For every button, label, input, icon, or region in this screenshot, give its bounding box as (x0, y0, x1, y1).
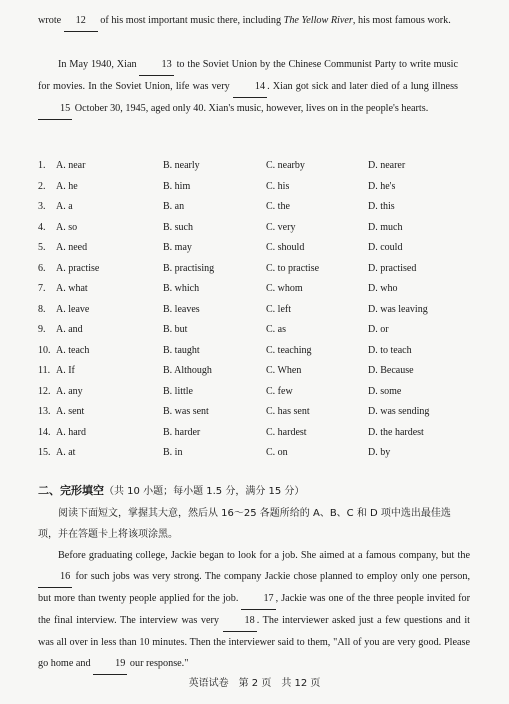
option-a: A. a (56, 201, 73, 212)
section-scoring-note: （共 10 小题；每小题 1.5 分，满分 15 分） (104, 486, 305, 497)
option-b: B. in (163, 447, 183, 458)
option-b: B. such (163, 221, 193, 233)
option-b: B. taught (163, 344, 200, 356)
option-a: A. so (56, 221, 78, 233)
option-a: A. teach (56, 344, 90, 356)
passage-paragraph-1 (38, 10, 458, 32)
text-segment: October 30, 1945, aged only 40. Xian's music, however, lives on in the people's hearts. (74, 103, 429, 114)
question-number: 1. (38, 160, 46, 171)
option-d: D. some (368, 385, 402, 397)
text-segment: Before graduating college, Jackie began to look for a job. She aimed at a famous company, but the (58, 550, 470, 561)
question-number: 9. (38, 324, 46, 335)
passage-paragraph-2 (38, 54, 458, 120)
option-c: C. his (266, 180, 290, 192)
option-b: B. practising (163, 262, 215, 274)
option-a: A. practise (56, 262, 100, 274)
option-a: A. any (56, 385, 83, 397)
question-number: 8. (38, 303, 46, 315)
question-number: 3. (38, 201, 46, 212)
blank-19: 19 (93, 653, 127, 675)
option-a: A. at (56, 447, 76, 458)
option-c: C. has sent (266, 406, 310, 417)
option-d: D. much (368, 221, 403, 233)
option-d: D. this (368, 201, 395, 212)
option-c: C. teaching (266, 344, 312, 356)
question-number: 2. (38, 180, 46, 192)
section-instruction: 阅读下面短文，掌握其大意，然后从 16～25 各题所给的 A、B、C 和 D 项中选出最佳选项，并在答题卡上将该项涂黑。 (38, 508, 451, 540)
option-c: C. few (266, 385, 293, 397)
option-d: D. to teach (368, 344, 412, 356)
option-d: D. was sending (368, 406, 430, 417)
option-a: A. If (56, 365, 75, 376)
option-d: D. the hardest (368, 426, 424, 438)
option-d: D. he's (368, 180, 396, 192)
blank-13: 13 (139, 54, 173, 76)
option-a: A. and (56, 324, 83, 335)
option-d: D. who (368, 283, 398, 294)
question-number: 12. (38, 385, 51, 397)
text-segment: for such jobs was very strong. The company Jackie chose planned to employ only one person, but more than twenty people applied for the job. (38, 571, 470, 604)
option-c: C. nearby (266, 160, 305, 171)
option-b: B. harder (163, 426, 201, 438)
question-number: 5. (38, 242, 46, 253)
option-c: C. When (266, 365, 302, 376)
option-b: B. little (163, 385, 193, 397)
option-b: B. leaves (163, 303, 200, 315)
question-number: 11. (38, 365, 51, 376)
passage-paragraph-3 (38, 545, 470, 675)
option-c: C. should (266, 242, 305, 253)
page-footer: 英语试卷 第 2 页 共 12 页 (188, 678, 321, 689)
option-b: B. may (163, 242, 192, 253)
option-c: C. to practise (266, 262, 320, 274)
text-segment: , his most famous work. (352, 15, 451, 26)
option-d: D. by (368, 447, 391, 458)
text-segment: wrote (38, 15, 62, 26)
blank-18: 18 (223, 610, 257, 632)
option-c: C. the (266, 201, 290, 212)
option-a: A. what (56, 283, 88, 294)
option-d: D. or (368, 324, 389, 335)
text-segment: . The interviewer asked just a few questions and it was all over in less than 10 minutes. Then the interviewer said to them, "All of you are very good. Please go home and (38, 615, 471, 669)
option-a: A. near (56, 160, 86, 171)
option-d: D. practised (368, 262, 417, 274)
option-b: B. but (163, 324, 188, 335)
option-b: B. nearly (163, 160, 200, 171)
section-heading (38, 482, 304, 498)
option-c: C. whom (266, 283, 303, 294)
question-number: 10. (38, 344, 51, 356)
question-number: 4. (38, 221, 46, 233)
option-c: C. left (266, 303, 291, 315)
blank-12: 12 (64, 10, 98, 32)
question-number: 14. (38, 426, 51, 438)
option-c: C. on (266, 447, 288, 458)
question-number: 15. (38, 447, 51, 458)
option-d: D. could (368, 242, 403, 253)
option-c: C. hardest (266, 426, 307, 438)
option-b: B. an (163, 201, 185, 212)
section-title: 二、完形填空 (38, 484, 104, 497)
blank-16: 16 (38, 566, 72, 588)
option-a: A. sent (56, 406, 85, 417)
blank-17: 17 (241, 588, 275, 610)
text-segment: . Xian got sick and later died of a lung illness (267, 81, 459, 92)
option-c: C. very (266, 221, 296, 233)
question-number: 6. (38, 262, 46, 274)
option-d: D. nearer (368, 160, 406, 171)
option-a: A. hard (56, 426, 86, 438)
text-segment: In May 1940, Xian (58, 59, 137, 70)
text-segment: , Jackie was one of the three people invited for the final interview. The interview was very (38, 593, 471, 626)
option-d: D. Because (368, 365, 414, 376)
question-number: 13. (38, 406, 51, 417)
option-b: B. was sent (163, 406, 209, 417)
option-b: B. which (163, 283, 200, 294)
option-a: A. leave (56, 303, 90, 315)
option-a: A. he (56, 180, 78, 192)
option-d: D. was leaving (368, 303, 428, 315)
option-b: B. him (163, 180, 191, 192)
song-title: The Yellow River (283, 15, 353, 26)
blank-14: 14 (233, 76, 267, 98)
option-b: B. Although (163, 365, 212, 376)
question-number: 7. (38, 283, 46, 294)
option-c: C. as (266, 324, 286, 335)
text-segment: to the Soviet Union by the Chinese Communist Party to write music for movies. In the Soviet Union, life was very (38, 59, 459, 92)
blank-15: 15 (38, 98, 72, 120)
text-segment: our response." (129, 658, 189, 669)
text-segment: of his most important music there, including (100, 15, 282, 26)
option-a: A. need (56, 242, 88, 253)
